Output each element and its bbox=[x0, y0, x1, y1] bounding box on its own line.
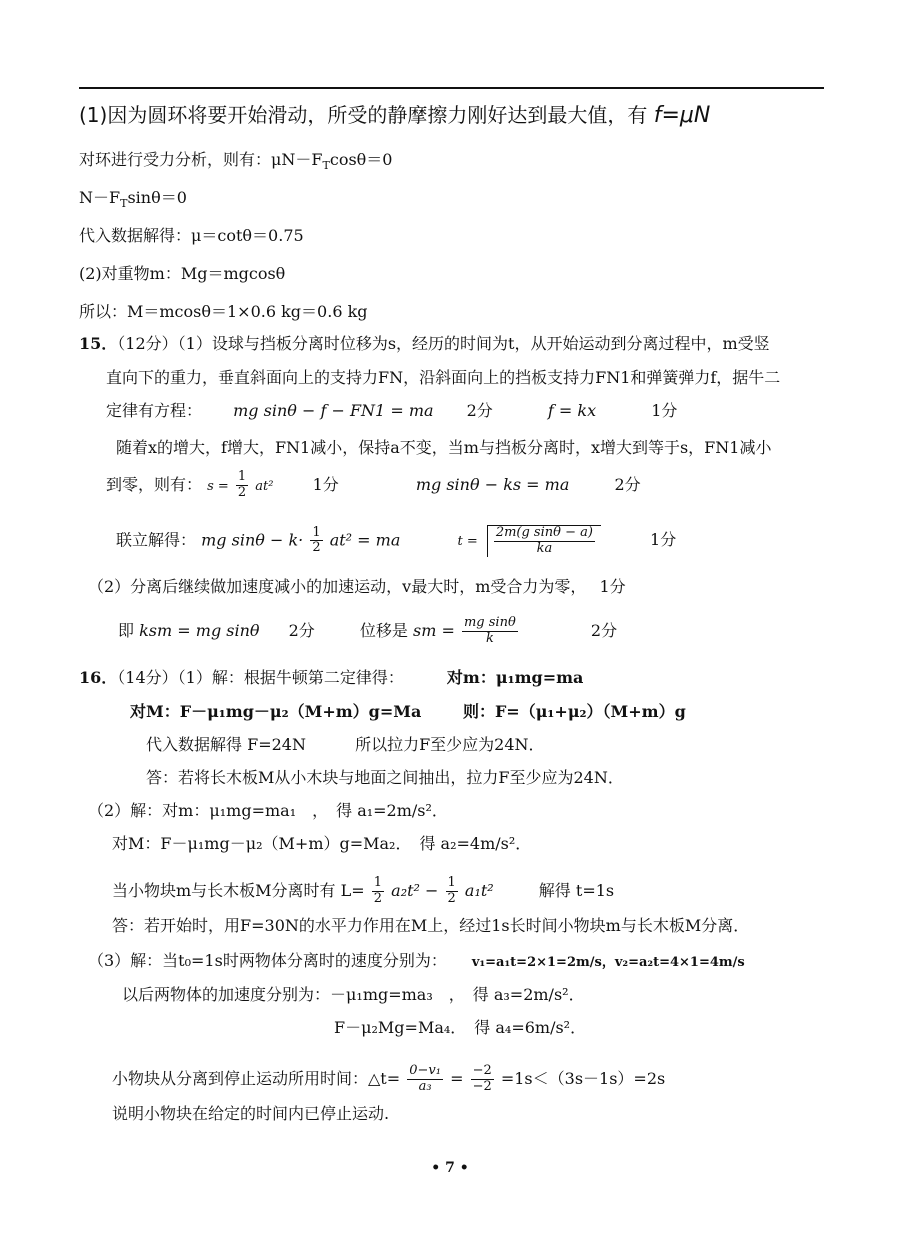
q15-eq3-fraction bbox=[236, 470, 248, 501]
l1-end: cosθ＝0 bbox=[329, 150, 393, 169]
q15-line3 bbox=[106, 401, 677, 420]
q15-eq8-points: 2分 bbox=[590, 620, 618, 640]
q16-p12-equals: = bbox=[450, 1068, 464, 1088]
q15-eq6-sqrt bbox=[487, 525, 601, 557]
q16-p7-num2: 1 bbox=[447, 875, 456, 890]
q16-p7a: 当小物块m与长木板M分离时有 L= bbox=[112, 880, 365, 900]
page-number: • 7 • bbox=[431, 1160, 469, 1176]
q15-eq5-num: 1 bbox=[312, 524, 321, 540]
q16-p12-num1: 0−v₁ bbox=[409, 1063, 441, 1078]
l1-text: 对环进行受力分析，则有：μN－F bbox=[79, 150, 323, 169]
q15-eq5b: at² = ma bbox=[329, 530, 401, 550]
q15-p8b: 位移是 bbox=[359, 620, 408, 640]
q16-p12-den1: a₃ bbox=[418, 1078, 432, 1094]
q16-p7-num1: 1 bbox=[373, 875, 383, 890]
l2-end: sinθ＝0 bbox=[127, 188, 187, 207]
substitute-line: 代入数据解得：μ＝cotθ＝0.75 bbox=[79, 226, 304, 245]
q16-line7 bbox=[112, 876, 614, 907]
q15-eq5-fraction bbox=[310, 526, 322, 557]
q15-eq8-den: k bbox=[485, 630, 494, 646]
q15-line8 bbox=[118, 616, 617, 647]
q15-eq3b: at² bbox=[255, 478, 274, 494]
q15-p8a: 即 bbox=[118, 620, 135, 640]
q15-part2-line bbox=[88, 577, 626, 596]
q16-p3: 代入数据解得 F=24N bbox=[146, 735, 306, 754]
q16-p12-num2: −2 bbox=[472, 1063, 492, 1078]
q15-eq6-num: 2m(g sinθ − a) bbox=[495, 525, 593, 540]
weight-line: (2)对重物m：Mg＝mgcosθ bbox=[79, 264, 286, 283]
q15-p5a: 到零，则有： bbox=[106, 474, 203, 494]
l2-sub: T bbox=[120, 197, 128, 211]
q16-p1b: 对m：μ₁mg=ma bbox=[446, 668, 584, 687]
q15-eq6a: t = bbox=[457, 534, 478, 550]
q16-p10: 以后两物体的加速度分别为：－μ₁mg=ma₃ ， 得 a₃=2m/s²． bbox=[122, 985, 585, 1004]
q15-eq3-points: 1分 bbox=[312, 474, 339, 494]
q16-p12-fraction1 bbox=[407, 1064, 443, 1095]
q16-line12 bbox=[112, 1064, 665, 1095]
q16-p5: （2）解：对m：μ₁mg=ma₁ ， 得 a₁=2m/s²． bbox=[88, 801, 448, 820]
q15-eq7-points: 2分 bbox=[288, 620, 315, 640]
q15-eq2-points: 1分 bbox=[651, 401, 678, 420]
q16-p12b: =1s＜（3s－1s）=2s bbox=[500, 1068, 666, 1088]
q15-eq7: ksm = mg sinθ bbox=[139, 620, 260, 640]
q15-p6a: 联立解得： bbox=[116, 530, 197, 550]
q15-eq5a: mg sinθ − k· bbox=[201, 530, 304, 550]
heading-equation: f=μN bbox=[653, 103, 711, 128]
q15-p4: 随着x的增大，f增大，FN1减小，保持a不变，当m与挡板分离时，x增大到等于s，FN1减小 bbox=[116, 438, 772, 457]
q15-eq8a: sm = bbox=[413, 620, 455, 640]
q15-eq3-num: 1 bbox=[237, 469, 247, 484]
q16-p9: （3）解：当t₀=1s时两物体分离时的速度分别为： bbox=[88, 951, 447, 970]
q16-p7-eq: a₂t² − bbox=[391, 880, 444, 900]
q16-p12-den2: −2 bbox=[472, 1078, 492, 1094]
q16-p6: 对M：F－μ₁mg－μ₂（M+m）g=Ma₂． 得 a₂=4m/s²． bbox=[112, 834, 532, 853]
top-rule bbox=[79, 87, 824, 89]
q15-eq2: f = kx bbox=[547, 401, 597, 420]
q15-line5 bbox=[106, 470, 641, 501]
q16-p7-fraction1 bbox=[372, 876, 384, 907]
q16-p7-eq2: a₁t² bbox=[464, 880, 494, 900]
q16-line2 bbox=[130, 702, 686, 721]
normal-force-line bbox=[79, 188, 187, 210]
q15-p1: （12分）（1）设球与挡板分离时位移为s，经历的时间为t，从开始运动到分离过程中，m受竖 bbox=[117, 334, 770, 353]
q16-line9 bbox=[88, 951, 745, 971]
q15-eq6-points: 1分 bbox=[650, 530, 677, 550]
q16-p7-fraction2 bbox=[446, 876, 458, 907]
solution-heading bbox=[79, 103, 710, 129]
q16-p9b: v₁=a₁t=2×1=2m/s，v₂=a₂t=4×1=4m/s bbox=[471, 955, 745, 970]
q15-line6 bbox=[116, 525, 676, 557]
q15-eq5-den: 2 bbox=[312, 540, 321, 556]
q16-p2b: 则：F=（μ₁+μ₂）（M+m）g bbox=[462, 702, 686, 721]
q15-eq3-den: 2 bbox=[237, 484, 247, 500]
q15-p7: （2）分离后继续做加速度减小的加速运动，v最大时，m受合力为零， bbox=[88, 577, 587, 596]
q15-eq4-points: 2分 bbox=[614, 474, 641, 494]
q15-eq6-fraction bbox=[494, 526, 595, 557]
q15-p3a: 定律有方程： bbox=[106, 401, 203, 420]
q15-eq8-fraction bbox=[462, 616, 518, 647]
q16-p7b: 解得 t=1s bbox=[538, 880, 615, 900]
q15-eq1: mg sinθ − f − FN1 = ma bbox=[233, 401, 434, 420]
q15-eq3a: s = bbox=[207, 478, 229, 494]
q15-eq8-num: mg sinθ bbox=[463, 615, 516, 630]
q16-line1 bbox=[79, 668, 583, 687]
q16-p12a: 小物块从分离到停止运动所用时间：△t= bbox=[112, 1068, 401, 1088]
q15-p2: 直向下的重力，垂直斜面向上的支持力FN，沿斜面向上的挡板支持力FN1和弹簧弹力f，据牛二 bbox=[106, 368, 781, 387]
l2-text: N－F bbox=[79, 188, 121, 207]
l1-sub: T bbox=[322, 159, 330, 173]
q15-p7-points: 1分 bbox=[599, 577, 626, 596]
q16-p2: 对M：F－μ₁mg－μ₂（M+m）g=Ma bbox=[130, 702, 422, 721]
q16-p12-fraction2 bbox=[471, 1064, 494, 1095]
q16-p13: 说明小物块在给定的时间内已停止运动. bbox=[112, 1104, 390, 1123]
result-line: 所以：M＝mcosθ＝1×0.6 kg＝0.6 kg bbox=[79, 302, 368, 321]
q15-number: 15． bbox=[79, 334, 118, 353]
force-analysis-line bbox=[79, 150, 392, 172]
q16-p1: （14分）（1）解：根据牛顿第二定律得： bbox=[117, 668, 404, 687]
q16-p7-den1: 2 bbox=[373, 890, 383, 906]
q15-line1 bbox=[79, 334, 770, 353]
q16-line3 bbox=[146, 735, 545, 754]
q16-p11: F－μ₂Mg=Ma₄． 得 a₄=6m/s²． bbox=[334, 1018, 587, 1037]
q15-eq1-points: 2分 bbox=[466, 401, 493, 420]
q16-number: 16． bbox=[79, 668, 118, 687]
heading-text: (1)因为圆环将要开始滑动，所受的静摩擦力刚好达到最大值，有 bbox=[79, 103, 648, 127]
q16-p4: 答：若将长木板M从小木块与地面之间抽出，拉力F至少应为24N． bbox=[146, 768, 624, 787]
q16-p7-den2: 2 bbox=[447, 890, 456, 906]
q16-p3b: 所以拉力F至少应为24N． bbox=[355, 735, 545, 754]
q15-eq6-den: ka bbox=[536, 540, 553, 556]
q15-eq4: mg sinθ − ks = ma bbox=[415, 474, 570, 494]
q16-p8: 答：若开始时，用F=30N的水平力作用在M上，经过1s长时间小物块m与长木板M分离． bbox=[112, 916, 750, 935]
